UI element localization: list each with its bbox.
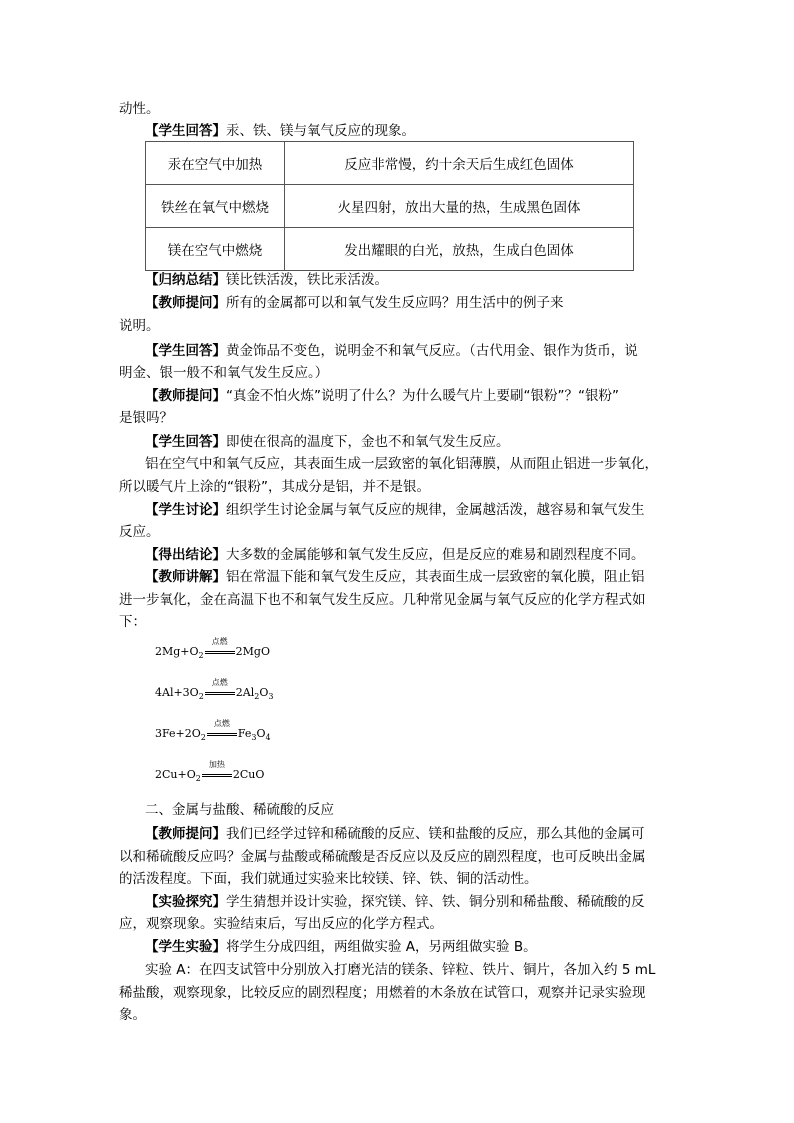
- chemical-equation: $3Fe+2O_2$ 点燃 $Fe_3O_4$: [155, 719, 271, 742]
- section-heading: 二、金属与盐酸、稀硫酸的反应: [145, 802, 334, 818]
- table-row: [146, 142, 634, 185]
- reaction-arrow: 点燃: [205, 688, 235, 698]
- chemical-equation: $2Mg+O_2$ 点燃 2MgO: [155, 637, 270, 660]
- chemical-equation: $2Cu+O_2$ 加热 2CuO: [155, 760, 265, 783]
- table-row: [146, 185, 634, 228]
- paragraph: 【教师提问】我们已经学过锌和稀硫酸的反应、镁和盐酸的反应，那么其他的金属可: [145, 826, 645, 842]
- chemical-equation: $4Al+3O_2$ 点燃 $2Al_2O_3$: [155, 678, 274, 701]
- paragraph: 应，观察现象。实验结束后，写出反应的化学方程式。: [119, 916, 443, 932]
- paragraph: 【学生回答】汞、铁、镁与氧气反应的现象。: [145, 123, 415, 139]
- paragraph: 【教师讲解】铝在常温下能和氧气发生反应，其表面生成一层致密的氧化膜，阻止铝: [145, 569, 645, 585]
- paragraph: 下：: [119, 614, 146, 630]
- paragraph: 【得出结论】大多数的金属能够和氧气发生反应，但是反应的难易和剧烈程度不同。: [145, 547, 645, 563]
- paragraph: 铝在空气中和氧气反应，其表面生成一层致密的氧化铝薄膜，从而阻止铝进一步氧化，: [145, 456, 658, 472]
- paragraph: 象。: [119, 1007, 146, 1023]
- reaction-arrow: 点燃: [207, 729, 237, 739]
- paragraph: 是银吗？: [119, 410, 173, 426]
- paragraph: 【学生回答】即使在很高的温度下，金也不和氧气发生反应。: [145, 434, 510, 450]
- table-row: [146, 228, 634, 271]
- paragraph: 【学生回答】黄金饰品不变色，说明金不和氧气反应。（古代用金、银作为货币，说: [145, 343, 638, 359]
- reaction-arrow: 点燃: [205, 647, 235, 657]
- paragraph: 【学生实验】将学生分成四组，两组做实验 A，另两组做实验 B。: [145, 939, 537, 955]
- table-cell: 发出耀眼的白光，放热，生成白色固体: [285, 228, 634, 271]
- table-cell: 汞在空气中加热: [146, 142, 285, 185]
- paragraph: 明金、银一般不和氧气发生反应。）: [119, 365, 329, 381]
- paragraph: 【归纳总结】镁比铁活泼，铁比汞活泼。: [145, 272, 388, 288]
- paragraph: 说明。: [119, 318, 160, 334]
- paragraph: 以和稀硫酸反应吗？金属与盐酸或稀硫酸是否反应以及反应的剧烈程度，也可反映出金属: [119, 849, 646, 865]
- reaction-arrow: 加热: [202, 770, 232, 780]
- paragraph: 【教师提问】所有的金属都可以和氧气发生反应吗？用生活中的例子来: [145, 295, 564, 311]
- table-cell: 铁丝在氧气中燃烧: [146, 185, 285, 228]
- table-cell: 反应非常慢，约十余天后生成红色固体: [285, 142, 634, 185]
- paragraph: 实验 A：在四支试管中分别放入打磨光洁的镁条、锌粒、铁片、铜片，各加入约 5 mL: [145, 962, 656, 978]
- paragraph: 【学生讨论】组织学生讨论金属与氧气反应的规律，金属越活泼，越容易和氧气发生: [145, 502, 645, 518]
- paragraph: 【实验探究】学生猜想并设计实验，探究镁、锌、铁、铜分别和稀盐酸、稀硫酸的反: [145, 894, 645, 910]
- observation-table: [145, 141, 634, 271]
- paragraph: 反应。: [119, 524, 160, 540]
- table-cell: 镁在空气中燃烧: [146, 228, 285, 271]
- paragraph: 进一步氧化，金在高温下也不和氧气发生反应。几种常见金属与氧气反应的化学方程式如: [119, 592, 646, 608]
- table-cell: 火星四射，放出大量的热，生成黑色固体: [285, 185, 634, 228]
- paragraph: 【教师提问】“真金不怕火炼”说明了什么？为什么暖气片上要刷“银粉”？“银粉”: [145, 388, 619, 404]
- paragraph: 的活泼程度。下面，我们就通过实验来比较镁、锌、铁、铜的活动性。: [119, 871, 538, 887]
- paragraph: 动性。: [119, 101, 160, 117]
- paragraph: 稀盐酸，观察现象，比较反应的剧烈程度；用燃着的木条放在试管口，观察并记录实验现: [119, 985, 646, 1001]
- paragraph: 所以暖气片上涂的“银粉”，其成分是铝，并不是银。: [119, 479, 430, 495]
